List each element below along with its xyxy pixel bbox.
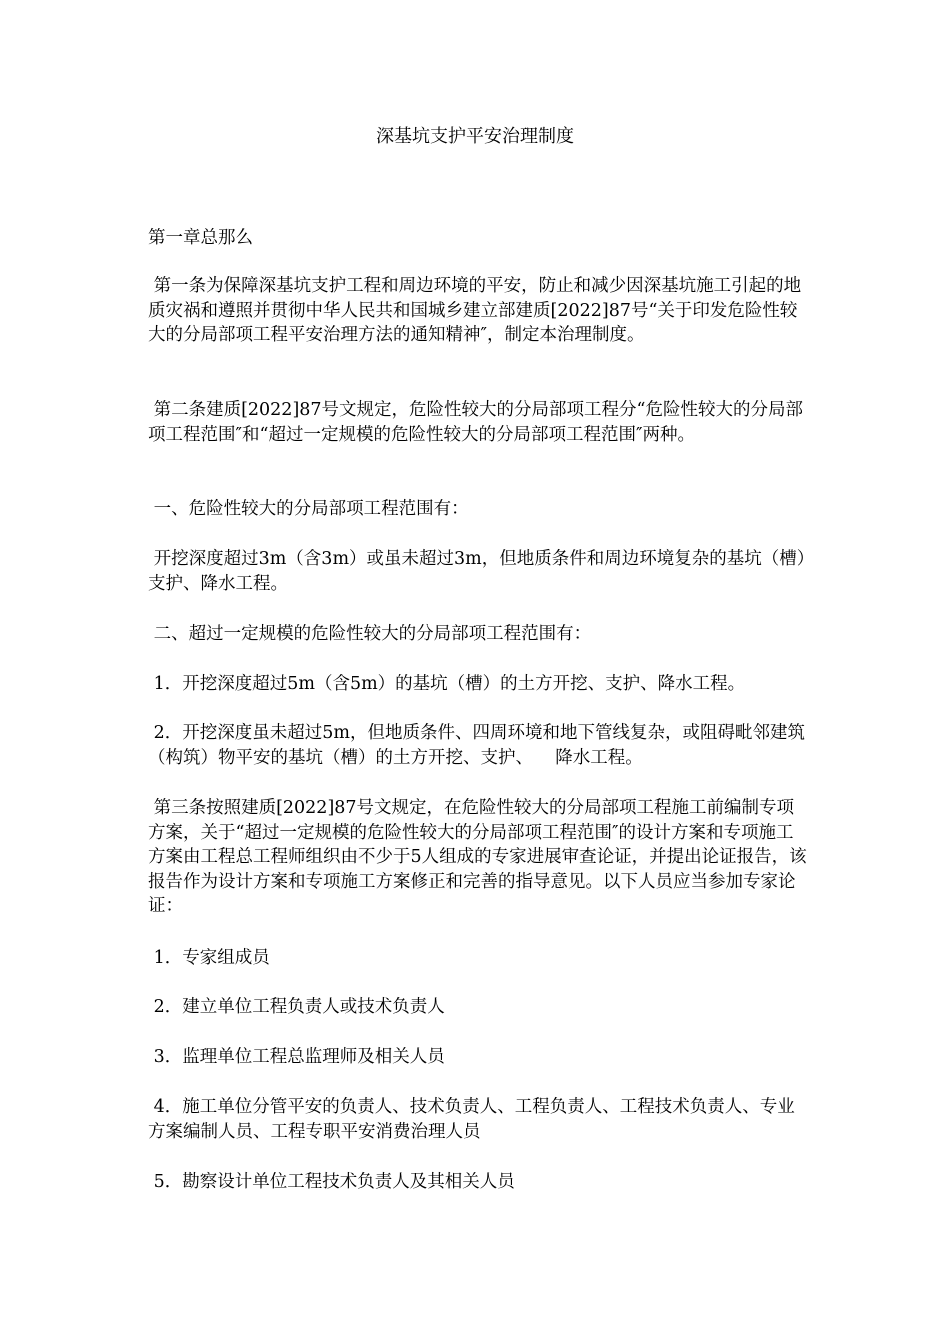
paragraph-article-3: 第三条按照建质[2022]87号文规定，在危险性较大的分局部项工程施工前编制专项方案，关于“超过一定规模的危险性较大的分局部项工程范围″的设计方案和专项施工方案由工程总工程师组织由不少于5人组成的专家进展审查论证，并提出论证报告，该报告作为设计方案和专项施工方案修正和完善的指导意见。以下人员应当参加专家论证：: [148, 798, 807, 916]
paragraph-item-2: 2．开挖深度虽未超过5m，但地质条件、四周环境和地下管线复杂，或阻碍毗邻建筑（构筑）物平安的基坑（槽）的土方开挖、支护、 降水工程。: [148, 723, 805, 768]
paragraph-section-2: 二、超过一定规模的危险性较大的分局部项工程范围有：: [148, 624, 592, 644]
list-item-experts: 1．专家组成员: [148, 948, 270, 968]
list-item-construction-unit: 2．建立单位工程负责人或技术负责人: [148, 997, 445, 1017]
paragraph-section-1-content: 开挖深度超过3m（含3m）或虽未超过3m，但地质条件和周边环境复杂的基坑（槽）支护、降水工程。: [148, 549, 806, 594]
paragraph-section-1: 一、危险性较大的分局部项工程范围有：: [148, 499, 469, 519]
list-item-supervision-unit: 3．监理单位工程总监理师及相关人员: [148, 1047, 445, 1067]
chapter-heading: 第一章总那么: [148, 228, 253, 248]
list-item-builder-unit: 4．施工单位分管平安的负责人、技术负责人、工程负责人、工程技术负责人、专业方案编制人员、工程专职平安消费治理人员: [148, 1097, 795, 1142]
paragraph-item-1: 1．开挖深度超过5m（含5m）的基坑（槽）的土方开挖、支护、降水工程。: [148, 674, 746, 694]
document-title: 深基坑支护平安治理制度: [376, 126, 574, 147]
list-item-survey-design-unit: 5．勘察设计单位工程技术负责人及其相关人员: [148, 1172, 515, 1192]
paragraph-article-1: 第一条为保障深基坑支护工程和周边环境的平安，防止和减少因深基坑施工引起的地质灾祸和遵照并贯彻中华人民共和国城乡建立部建质[2022]87号“关于印发危险性较大的分局部项工程平安治理方法的通知精神″，制定本治理制度。: [148, 276, 802, 345]
paragraph-article-2: 第二条建质[2022]87号文规定，危险性较大的分局部项工程分“危险性较大的分局部项工程范围″和“超过一定规模的危险性较大的分局部项工程范围″两种。: [148, 400, 803, 445]
